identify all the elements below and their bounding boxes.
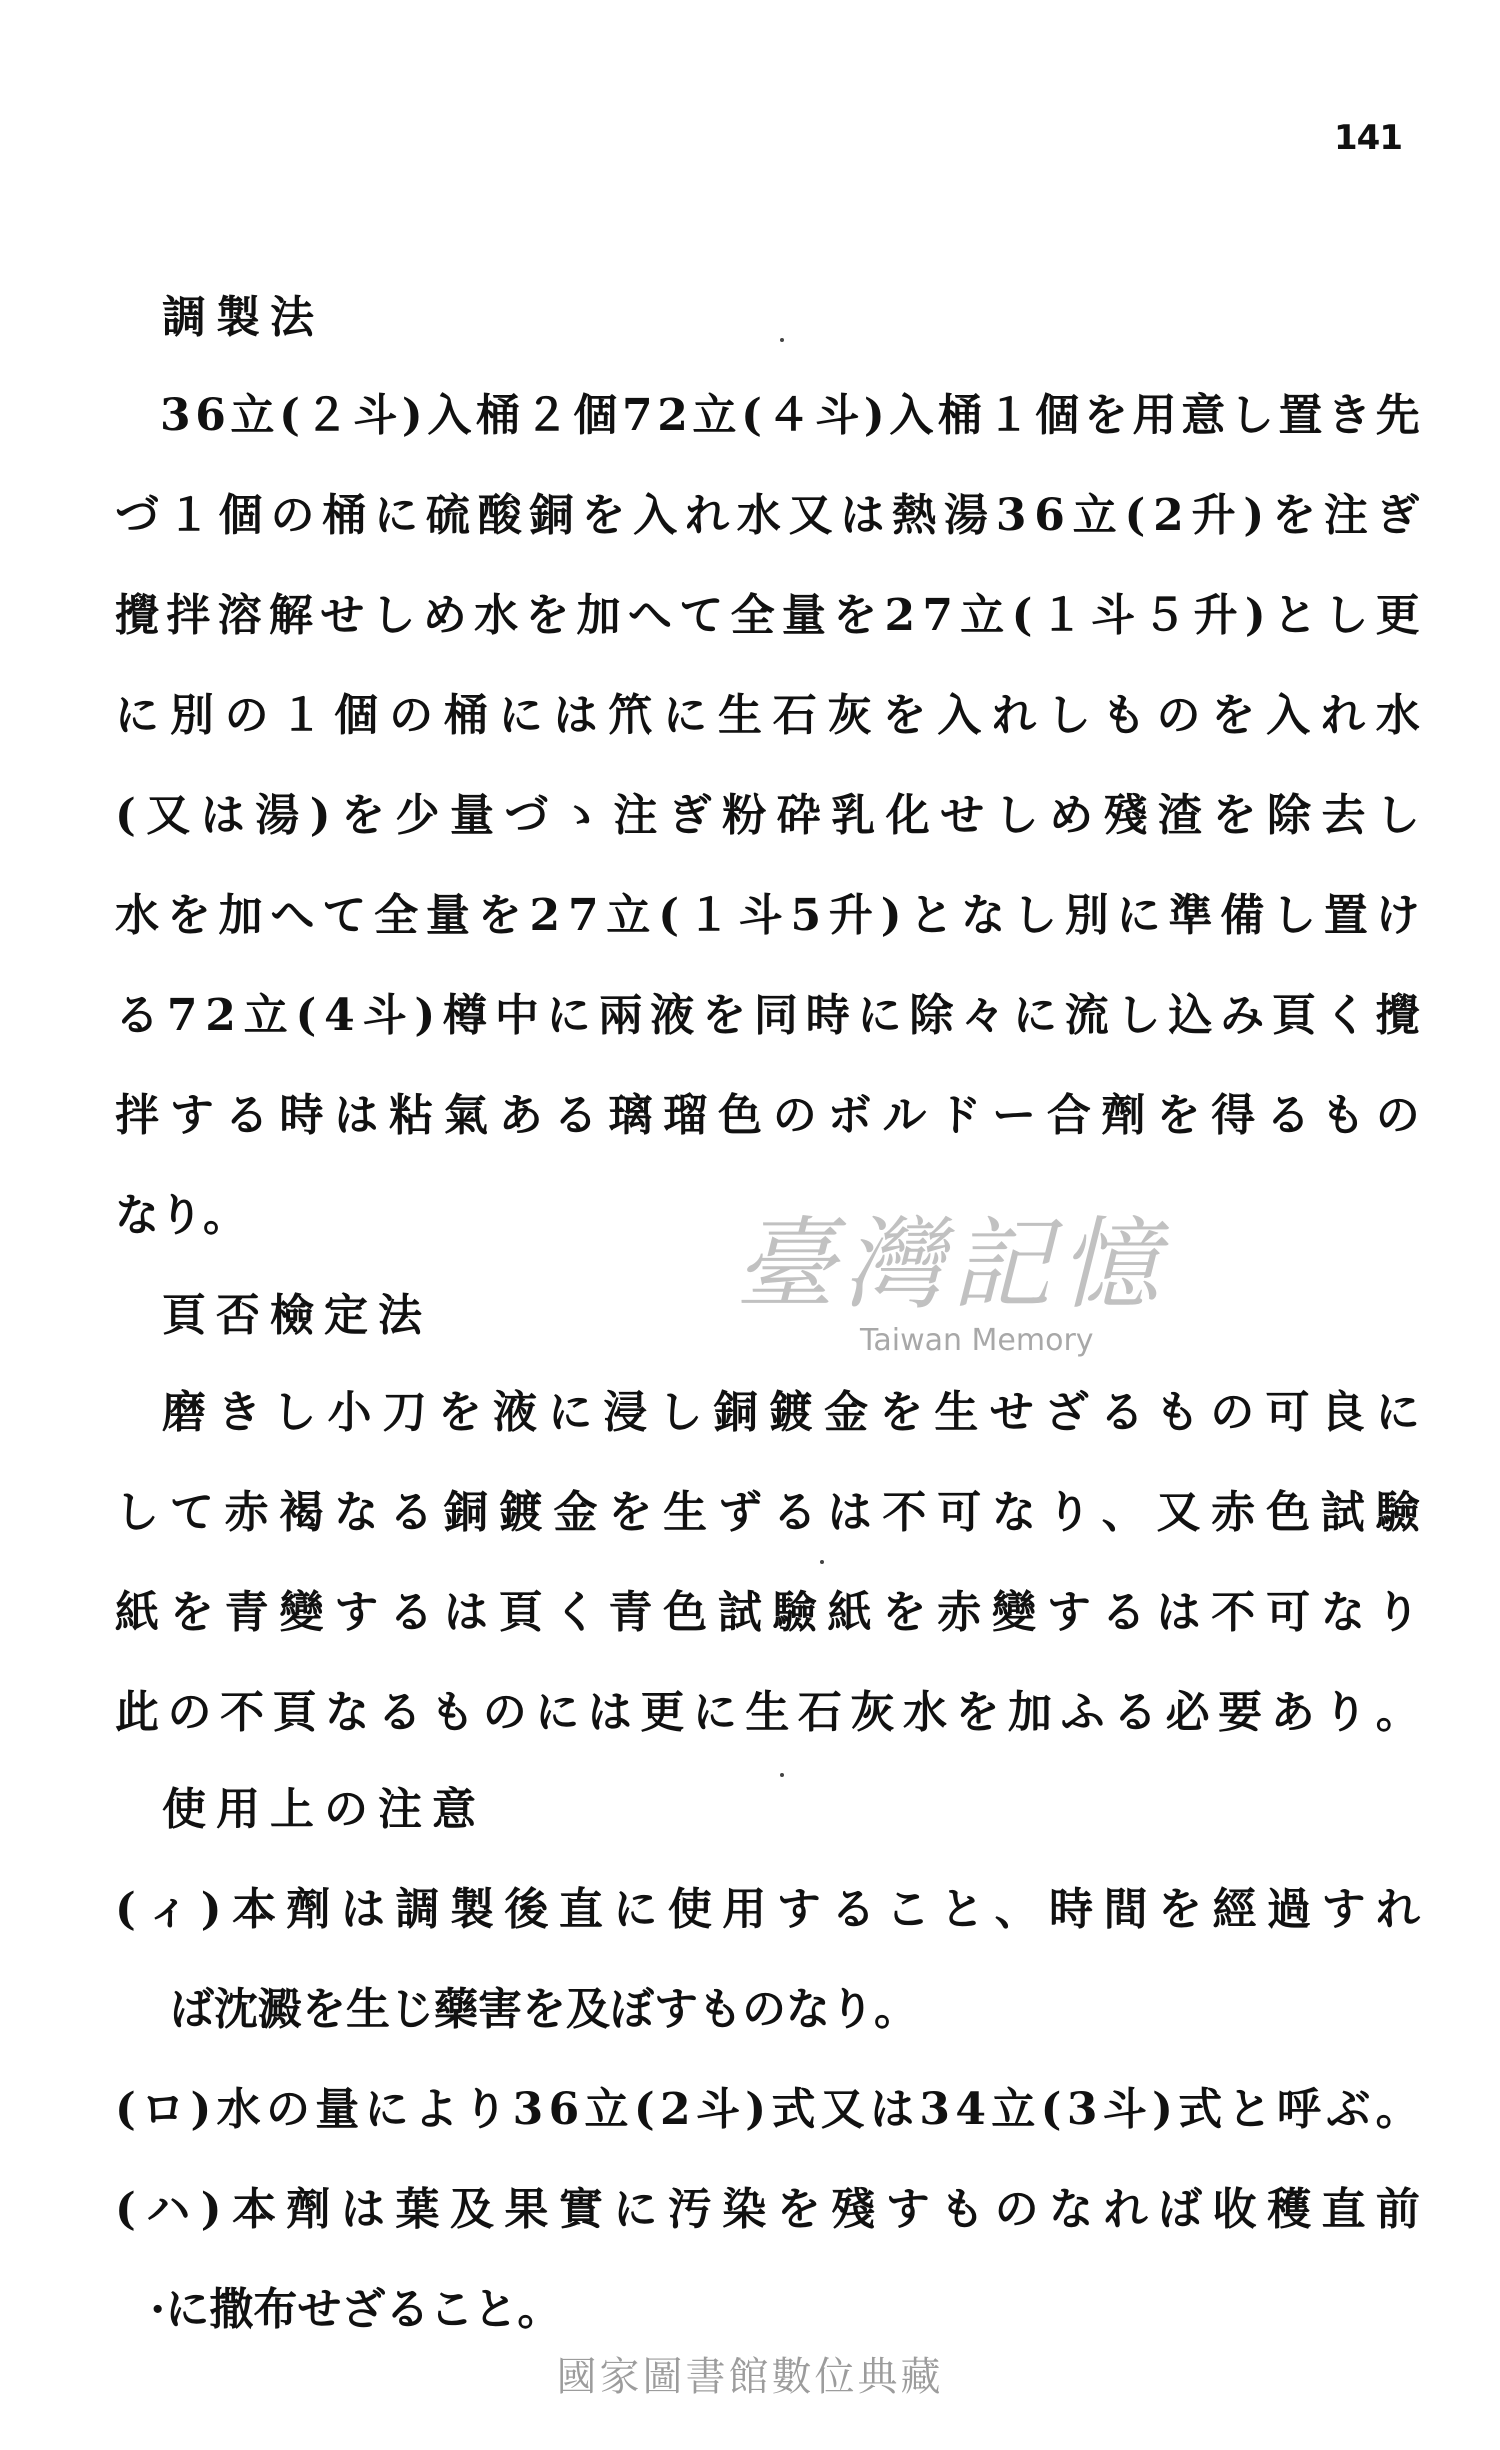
- text-line: 紙 を 青 變 す る は 頁 く 青 色 試 驗 紙 を 赤 變 す る は 不 可 な り: [115, 1587, 1420, 1638]
- text-line: る 7 2 立 ( 4 斗 ) 樽 中 に 兩 液 を 同 時 に 除 々 に 流 し 込 み 頁 く 攪: [115, 990, 1420, 1041]
- section-heading-quality-test: 頁否檢定法: [162, 1290, 432, 1341]
- text-line: ·に撒布せざること。: [150, 2284, 562, 2335]
- text-line: なり。: [115, 1190, 247, 1241]
- watermark: [735, 1205, 1255, 1380]
- text-line: 此 の 不 頁 な る も の に は 更 に 生 石 灰 水 を 加 ふ る 必 要 あ り 。: [115, 1687, 1420, 1738]
- watermark-title: 臺灣記憶: [735, 1206, 1167, 1323]
- text-line: し て 赤 褐 な る 銅 鍍 金 を 生 ず る は 不 可 な り 、 又 赤 色 試 驗: [115, 1487, 1420, 1538]
- text-line: ( ロ ) 水 の 量 に よ り 3 6 立 ( 2 斗 ) 式 又 は 3 4 立 ( 3 斗 ) 式 と 呼 ぶ 。: [115, 2084, 1420, 2135]
- text-line: に 別 の １ 個 の 桶 に は 笊 に 生 石 灰 を 入 れ し も の を 入 れ 水: [115, 690, 1420, 741]
- page-number: 141: [1334, 118, 1402, 158]
- text-line: 拌 す る 時 は 粘 氣 あ る 璃 瑠 色 の ボ ル ド ー 合 劑 を 得 る も の: [115, 1090, 1420, 1141]
- section-heading-preparation: 調製法: [162, 292, 324, 343]
- scan-speck: [780, 1773, 784, 1777]
- text-line: ( ハ ) 本 劑 は 葉 及 果 實 に 汚 染 を 殘 す も の な れ ば 收 穫 直 前: [115, 2184, 1420, 2235]
- text-line: 3 6 立 ( ２ 斗 ) 入 桶 ２ 個 7 2 立 ( ４ 斗 ) 入 桶 １ 個 を 用 意 し 置 き 先: [160, 390, 1420, 441]
- watermark-subtitle: Taiwan Memory: [860, 1323, 1094, 1358]
- text-line: ( 又 は 湯 ) を 少 量 づ ゝ 注 ぎ 粉 砕 乳 化 せ し め 殘 渣 を 除 去 し: [115, 790, 1420, 841]
- text-line: 攪 拌 溶 解 せ し め 水 を 加 へ て 全 量 を 2 7 立 ( １ 斗 ５ 升 ) と し 更: [115, 590, 1420, 641]
- section-heading-usage-notes: 使用上の注意: [162, 1784, 486, 1835]
- scan-speck: [820, 1560, 824, 1564]
- scan-speck: [780, 338, 784, 342]
- text-line: づ １ 個 の 桶 に 硫 酸 銅 を 入 れ 水 又 は 熱 湯 3 6 立 ( 2 升 ) を 注 ぎ: [115, 490, 1420, 541]
- text-line: ば沈澱を生じ藥害を及ぼすものなり。: [170, 1984, 918, 2035]
- footer-archive-label: 國家圖書館數位典藏: [556, 2354, 944, 2400]
- text-line: 磨 き し 小 刀 を 液 に 浸 し 銅 鍍 金 を 生 せ ざ る も の 可 良 に: [162, 1387, 1420, 1438]
- text-line: ( ィ ) 本 劑 は 調 製 後 直 に 使 用 す る こ と 、 時 間 を 經 過 す れ: [115, 1884, 1420, 1935]
- text-line: 水 を 加 へ て 全 量 を 2 7 立 ( １ 斗 5 升 ) と な し 別 に 準 備 し 置 け: [115, 890, 1420, 941]
